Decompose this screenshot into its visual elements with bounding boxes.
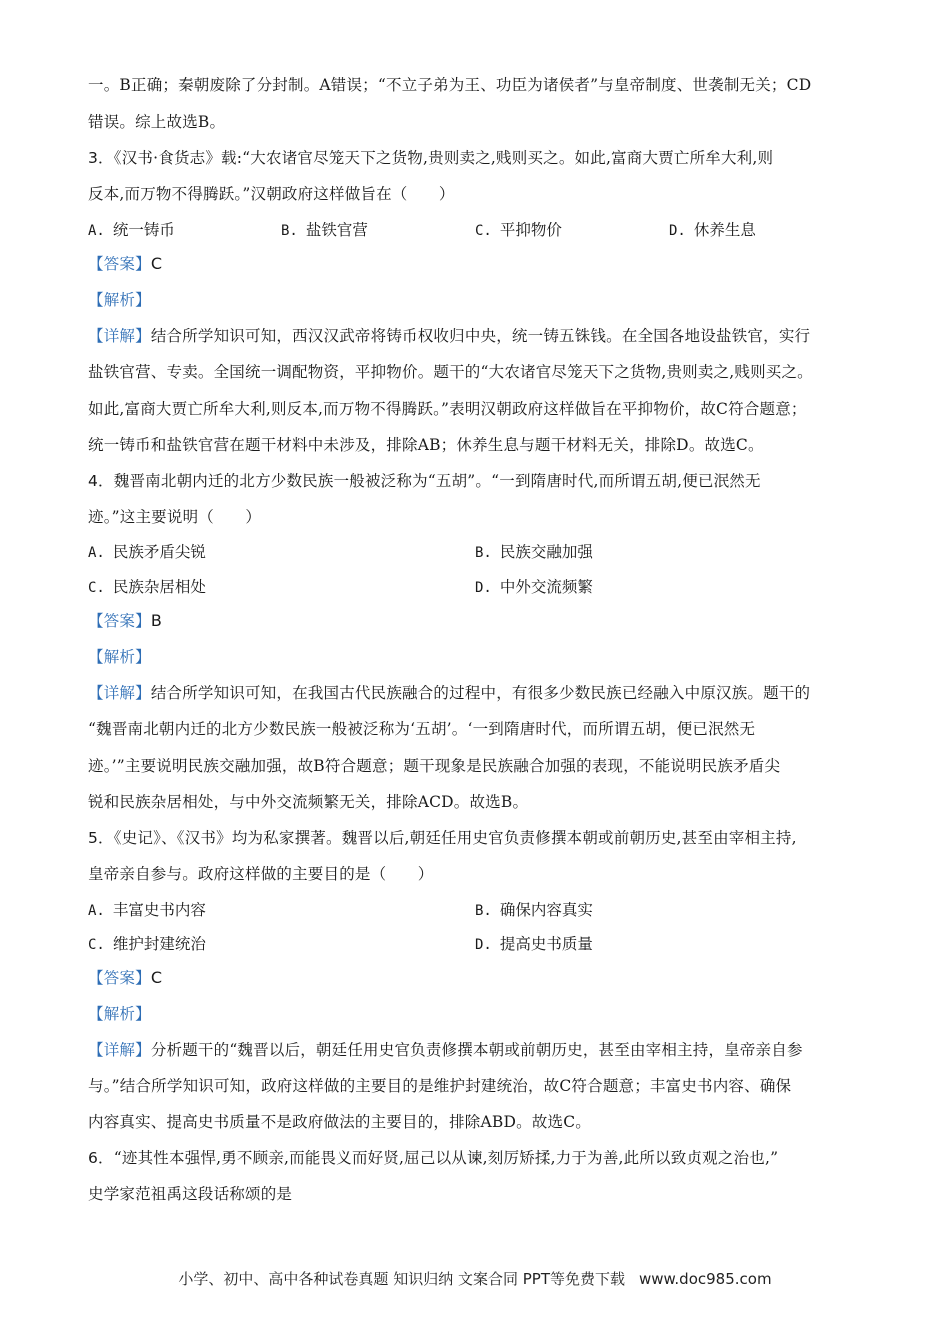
footer-url-link[interactable]: www.doc985.com (638, 1270, 772, 1288)
question-4-detail-line-2: “魏晋南北朝内迁的北方少数民族一般被泛称为‘五胡’。‘一到隋唐时代，而所谓五胡，便已泯然无 (88, 720, 756, 738)
question-6-text-1: “迹其性本强悍,勇不顾亲,而能畏义而好贤,屈己以从谏,刻厉矫揉,力于为善,此所以致贞观之治也,” (113, 1149, 779, 1167)
option-text: 民族杂居相处 (112, 578, 206, 596)
option-letter: C. (475, 223, 492, 239)
answer-tag: 【答案】 (88, 255, 151, 273)
question-3-option-a (88, 219, 175, 242)
question-5-stem-line-2: 皇帝亲自参与。政府这样做的主要目的是（ ） (88, 865, 434, 883)
question-5-detail-line-3: 内容真实、提高史书质量不是政府做法的主要目的，排除ABD。故选C。 (88, 1113, 591, 1131)
option-text: 民族交融加强 (499, 543, 593, 561)
question-3-number: 3． (88, 149, 114, 167)
option-letter: B. (475, 545, 492, 561)
question-4-analysis-tag (88, 646, 151, 668)
question-6-number: 6． (88, 1149, 114, 1167)
detail-tag: 【详解】 (88, 684, 151, 702)
question-3-text-1: 《汉书·食货志》载:“大农诸官尽笼天下之货物,贵则卖之,贱则买之。如此,富商大贾亡所牟大利,则 (113, 149, 774, 167)
question-4-detail-line-4: 锐和民族杂居相处，与中外交流频繁无关，排除ACD。故选B。 (88, 793, 529, 811)
option-text: 休养生息 (693, 221, 756, 239)
option-letter: D. (475, 580, 492, 596)
question-5-stem-line-1 (88, 827, 797, 849)
question-3-option-b (281, 219, 368, 242)
option-letter: A. (88, 903, 105, 919)
question-4-option-c (88, 576, 206, 599)
answer-tag: 【答案】 (88, 612, 151, 630)
option-text: 盐铁官营 (305, 221, 368, 239)
page-footer (0, 1268, 950, 1290)
question-3-detail-line-4: 统一铸币和盐铁官营在题干材料中未涉及，排除AB；休养生息与题干材料无关，排除D。故选C。 (88, 436, 764, 454)
question-4-option-a (88, 541, 206, 564)
question-5-option-d (475, 933, 593, 956)
question-4-detail-line-3: 迹。’”主要说明民族交融加强，故B符合题意；题干现象是民族融合加强的表现，不能说明民族矛盾尖 (88, 757, 781, 775)
question-6-stem-line-2: 史学家范祖禹这段话称颂的是 (88, 1185, 293, 1203)
question-3-detail-line-2: 盐铁官营、专卖。全国统一调配物资，平抑物价。题干的“大农诸官尽笼天下之货物,贵则卖之,贱则买之。 (88, 363, 813, 381)
option-text: 中外交流频繁 (499, 578, 593, 596)
option-text: 民族矛盾尖锐 (112, 543, 206, 561)
question-4-option-b (475, 541, 593, 564)
analysis-tag: 【解析】 (88, 648, 151, 666)
detail-tag: 【详解】 (88, 327, 151, 345)
question-3-detail-line-1 (88, 325, 810, 347)
option-letter: B. (475, 903, 492, 919)
option-text: 确保内容真实 (499, 901, 593, 919)
question-5-option-c (88, 933, 206, 956)
question-3-stem-line-1 (88, 147, 773, 169)
question-3-detail-line-3: 如此,富商大贾亡所牟大利,则反本,而万物不得腾跃。”表明汉朝政府这样做旨在平抑物价，故C符合题意； (88, 400, 807, 418)
question-4-text-1: 魏晋南北朝内迁的北方少数民族一般被泛称为“五胡”。“一到隋唐时代,而所谓五胡,便已泯然无 (113, 472, 761, 490)
answer-tag: 【答案】 (88, 969, 151, 987)
question-5-detail-line-2: 与。”结合所学知识可知，政府这样做的主要目的是维护封建统治，故C符合题意；丰富史书内容、确保 (88, 1077, 792, 1095)
option-text: 丰富史书内容 (112, 901, 206, 919)
option-letter: C. (88, 580, 105, 596)
answer-value: B (150, 611, 162, 630)
question-4-detail-line-1 (88, 682, 810, 704)
question-5-detail-line-1 (88, 1039, 803, 1061)
analysis-tag: 【解析】 (88, 291, 151, 309)
detail-text: 分析题干的“魏晋以后，朝廷任用史官负责修撰本朝或前朝历史，甚至由宰相主持，皇帝亲自参 (150, 1041, 803, 1059)
question-3-option-d (669, 219, 756, 242)
detail-text: 结合所学知识可知，西汉汉武帝将铸币权收归中央，统一铸五铢钱。在全国各地设盐铁官，实行 (150, 327, 811, 345)
question-3-option-c (475, 219, 562, 242)
question-5-analysis-tag (88, 1003, 151, 1025)
question-4-stem-line-2: 迹。”这主要说明（ ） (88, 508, 262, 526)
detail-tag: 【详解】 (88, 1041, 151, 1059)
question-5-text-1: 《史记》、《汉书》均为私家撰著。魏晋以后,朝廷任用史官负责修撰本朝或前朝历史,甚至由宰相主持, (113, 829, 797, 847)
question-4-answer (88, 610, 162, 632)
prev-explanation-line-2: 错误。综上故选B。 (88, 113, 226, 131)
option-text: 维护封建统治 (112, 935, 206, 953)
option-letter: D. (669, 223, 686, 239)
prev-explanation-line-1: 一。B正确；秦朝废除了分封制。A错误；“不立子弟为王、功臣为诸侯者”与皇帝制度、世袭制无关；CD (88, 76, 812, 94)
question-5-answer (88, 967, 162, 989)
analysis-tag: 【解析】 (88, 1005, 151, 1023)
option-letter: A. (88, 545, 105, 561)
option-letter: B. (281, 223, 298, 239)
question-3-answer (88, 253, 162, 275)
question-5-option-b (475, 899, 593, 922)
answer-value: C (150, 254, 163, 273)
question-4-option-d (475, 576, 593, 599)
option-letter: A. (88, 223, 105, 239)
option-letter: D. (475, 937, 492, 953)
option-text: 平抑物价 (499, 221, 562, 239)
option-letter: C. (88, 937, 105, 953)
question-3-stem-line-2: 反本,而万物不得腾跃。”汉朝政府这样做旨在（ ） (88, 185, 455, 203)
detail-text: 结合所学知识可知，在我国古代民族融合的过程中，有很多少数民族已经融入中原汉族。题干的 (150, 684, 811, 702)
question-3-analysis-tag (88, 289, 151, 311)
question-5-option-a (88, 899, 206, 922)
question-6-stem-line-1 (88, 1147, 778, 1169)
question-5-number: 5． (88, 829, 114, 847)
option-text: 提高史书质量 (499, 935, 593, 953)
question-4-number: 4． (88, 472, 114, 490)
answer-value: C (150, 968, 163, 987)
question-4-stem-line-1 (88, 470, 761, 492)
footer-text: 小学、初中、高中各种试卷真题 知识归纳 文案合同 PPT等免费下载 (178, 1270, 625, 1288)
option-text: 统一铸币 (112, 221, 175, 239)
